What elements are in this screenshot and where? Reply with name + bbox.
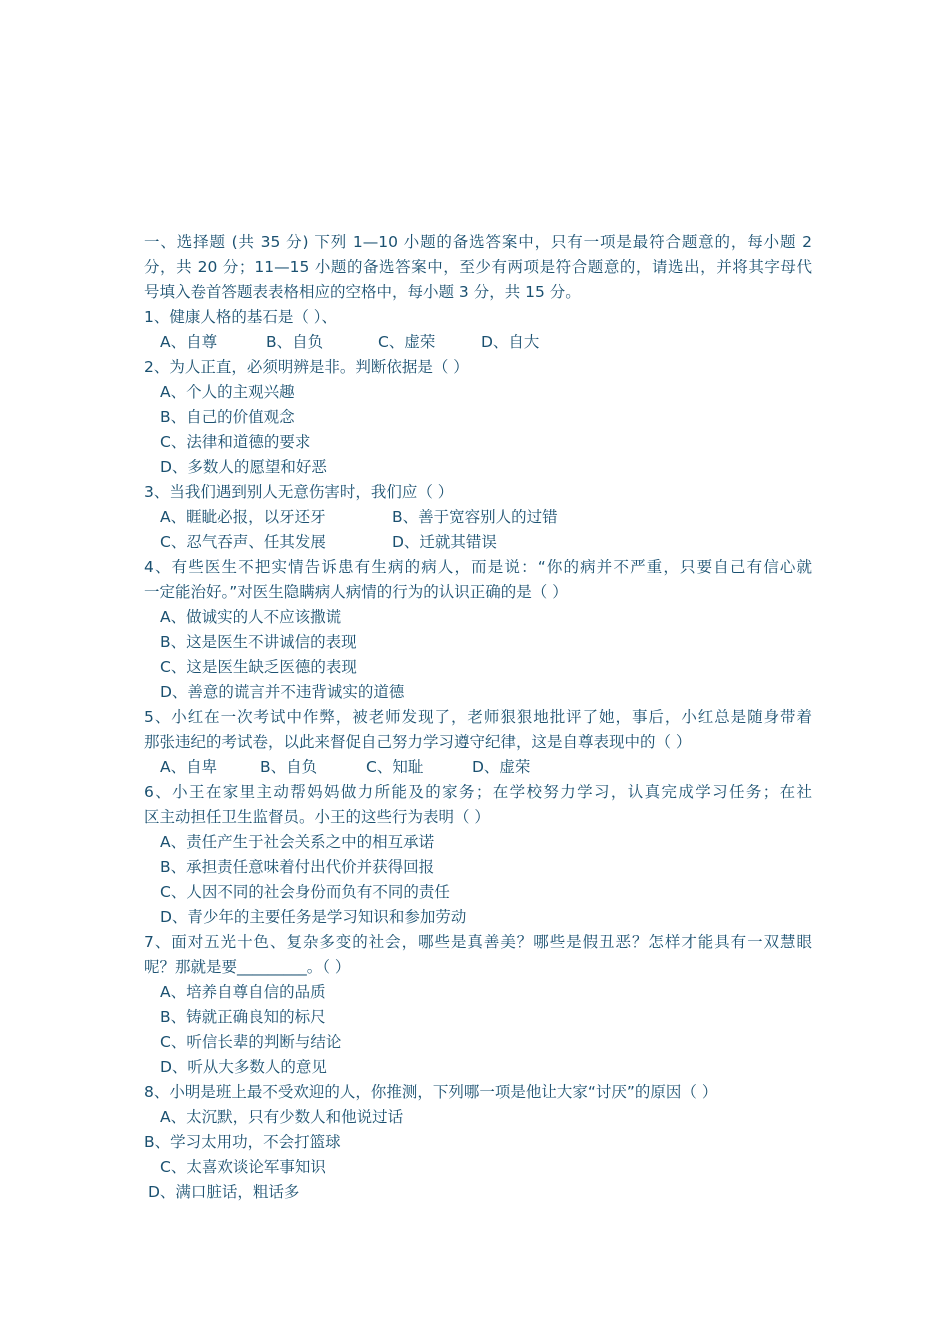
question-5-stem-line-1: 5、小红在一次考试中作弊，被老师发现了，老师狠狠地批评了她，事后，小红总是随身带着 [144,708,812,726]
option-d: D、多数人的愿望和好恶 [160,458,327,476]
section-instructions-line-2: 分，共 20 分；11—15 小题的备选答案中，至少有两项是符合题意的，请选出，并将其字母代 [144,258,812,276]
option-b: B、自己的价值观念 [160,408,295,426]
option-d: D、迁就其错误 [392,533,497,551]
option-d: D、满口脏话，粗话多 [148,1183,300,1201]
option-b: B、这是医生不讲诚信的表现 [160,633,357,651]
question-4-stem-line-1: 4、有些医生不把实情告诉患有生病的病人，而是说：“你的病并不严重，只要自己有信心就 [144,558,812,576]
question-7-stem-line-1: 7、面对五光十色、复杂多变的社会，哪些是真善美？哪些是假丑恶？怎样才能具有一双慧眼 [144,933,812,951]
question-1-stem: 1、健康人格的基石是（ ）、 [144,308,338,326]
option-a: A、培养自尊自信的品质 [160,983,326,1001]
option-a: A、做诚实的人不应该撒谎 [160,608,342,626]
option-c: C、人因不同的社会身份而负有不同的责任 [160,883,450,901]
option-a: A、自尊 [160,333,218,351]
question-3-stem: 3、当我们遇到别人无意伤害时，我们应（ ） [144,483,454,501]
question-4-stem-line-2: 一定能治好。”对医生隐瞒病人病情的行为的认识正确的是（ ） [144,583,568,601]
option-a: A、个人的主观兴趣 [160,383,295,401]
question-6-stem-line-1: 6、小王在家里主动帮妈妈做力所能及的家务；在学校努力学习，认真完成学习任务；在社 [144,783,812,801]
option-c: C、知耻 [366,758,424,776]
section-instructions-line-1: 一、选择题 (共 35 分) 下列 1—10 小题的备选答案中，只有一项是最符合题意的，每小题 2 [144,233,812,251]
exam-content [144,230,812,1205]
option-b: B、学习太用功，不会打篮球 [144,1133,341,1151]
option-b: B、自负 [260,758,318,776]
option-c: C、忍气吞声、任其发展 [160,533,326,551]
question-6-stem-line-2: 区主动担任卫生监督员。小王的这些行为表明（ ） [144,808,490,826]
question-7-stem-line-2: 呢？那就是要_________。（ ） [144,958,351,976]
option-d: D、虚荣 [472,758,531,776]
question-3-options-row-1 [144,505,812,530]
option-a: A、自卑 [160,758,218,776]
option-c: C、太喜欢谈论军事知识 [160,1158,326,1176]
section-instructions-line-3: 号填入卷首答题表表格相应的空格中，每小题 3 分，共 15 分。 [144,283,581,301]
question-8-stem: 8、小明是班上最不受欢迎的人，你推测，下列哪一项是他让大家“讨厌”的原因（ ） [144,1083,718,1101]
option-b: B、善于宽容别人的过错 [392,508,558,526]
option-d: D、青少年的主要任务是学习知识和参加劳动 [160,908,467,926]
option-d: D、自大 [481,333,540,351]
option-b: B、铸就正确良知的标尺 [160,1008,326,1026]
question-1-options [144,330,812,355]
question-5-stem-line-2: 那张违纪的考试卷，以此来督促自己努力学习遵守纪律，这是自尊表现中的（ ） [144,733,692,751]
option-b: B、承担责任意味着付出代价并获得回报 [160,858,435,876]
question-5-options [144,755,812,780]
option-a: A、睚眦必报，以牙还牙 [160,508,326,526]
option-d: D、听从大多数人的意见 [160,1058,327,1076]
option-c: C、这是医生缺乏医德的表现 [160,658,357,676]
question-2-stem: 2、为人正直，必须明辨是非。判断依据是（ ） [144,358,469,376]
question-3-options-row-2 [144,530,812,555]
option-d: D、善意的谎言并不违背诚实的道德 [160,683,405,701]
option-b: B、自负 [266,333,324,351]
option-c: C、虚荣 [378,333,436,351]
option-c: C、听信长辈的判断与结论 [160,1033,342,1051]
option-c: C、法律和道德的要求 [160,433,311,451]
option-a: A、责任产生于社会关系之中的相互承诺 [160,833,435,851]
option-a: A、太沉默，只有少数人和他说过话 [160,1108,404,1126]
